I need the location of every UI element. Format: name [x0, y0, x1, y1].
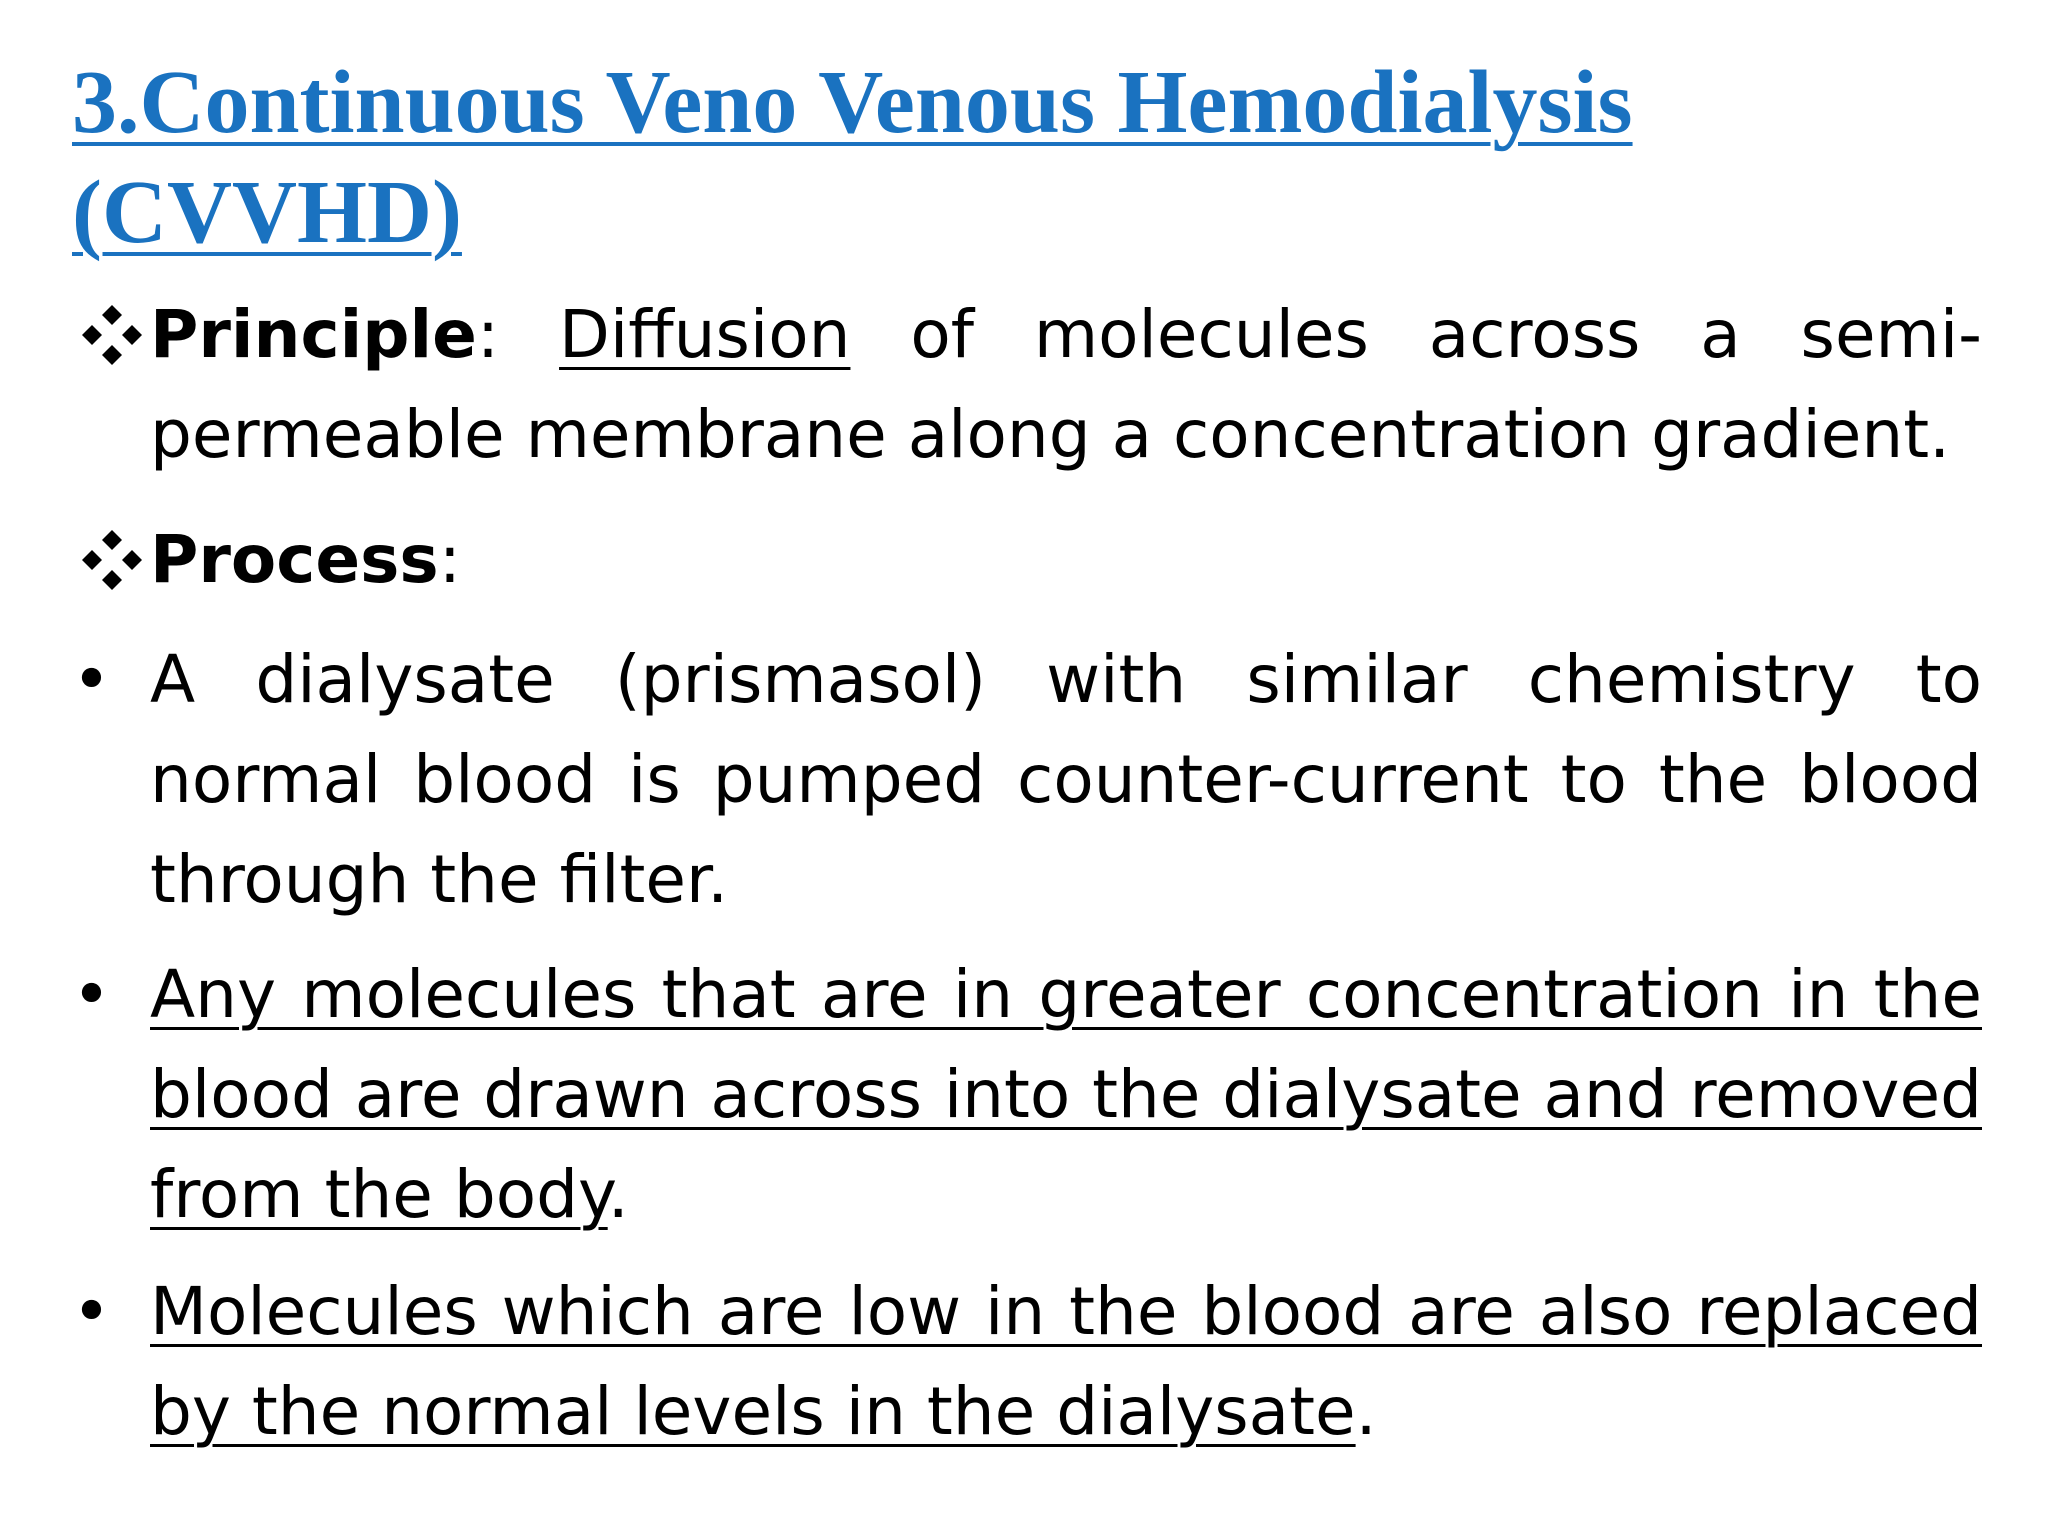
four-diamond-icon: [76, 285, 148, 385]
bullet-2-tail: .: [607, 1156, 629, 1233]
bullet-1-text: A dialysate (prismasol) with similar chemistry to normal blood is pumped counter-current to the blood through the filter.: [150, 641, 1982, 918]
process-label: Process: [150, 521, 439, 598]
title-line-2: (CVVHD): [72, 163, 462, 262]
bullet-3-underlined: Molecules which are low in the blood are also replaced by the normal levels in the dialysate: [150, 1273, 1982, 1450]
bullet-item-2: [150, 945, 1982, 1245]
principle-label: Principle: [150, 296, 477, 373]
bullet-3-tail: .: [1355, 1373, 1377, 1450]
slide-title: [72, 48, 1972, 268]
principle-paragraph: [150, 285, 1982, 485]
process-heading: [150, 510, 1982, 610]
title-line-1: 3.Continuous Veno Venous Hemodialysis: [72, 53, 1633, 152]
bullet-icon: •: [72, 1273, 111, 1350]
bullet-item-1: [150, 630, 1982, 930]
four-diamond-icon: [76, 510, 148, 610]
principle-keyword: Diffusion: [559, 296, 851, 373]
bullet-2-underlined: Any molecules that are in greater concentration in the blood are drawn across into the dialysate and removed from the body: [150, 956, 1982, 1233]
process-colon: :: [438, 521, 461, 598]
principle-colon: :: [476, 296, 500, 373]
bullet-item-3: [150, 1262, 1982, 1462]
bullet-icon: •: [72, 956, 111, 1033]
principle-text: of molecules across a semi-permeable membrane along a concentration gradient.: [150, 296, 1982, 473]
bullet-icon: •: [72, 641, 111, 718]
